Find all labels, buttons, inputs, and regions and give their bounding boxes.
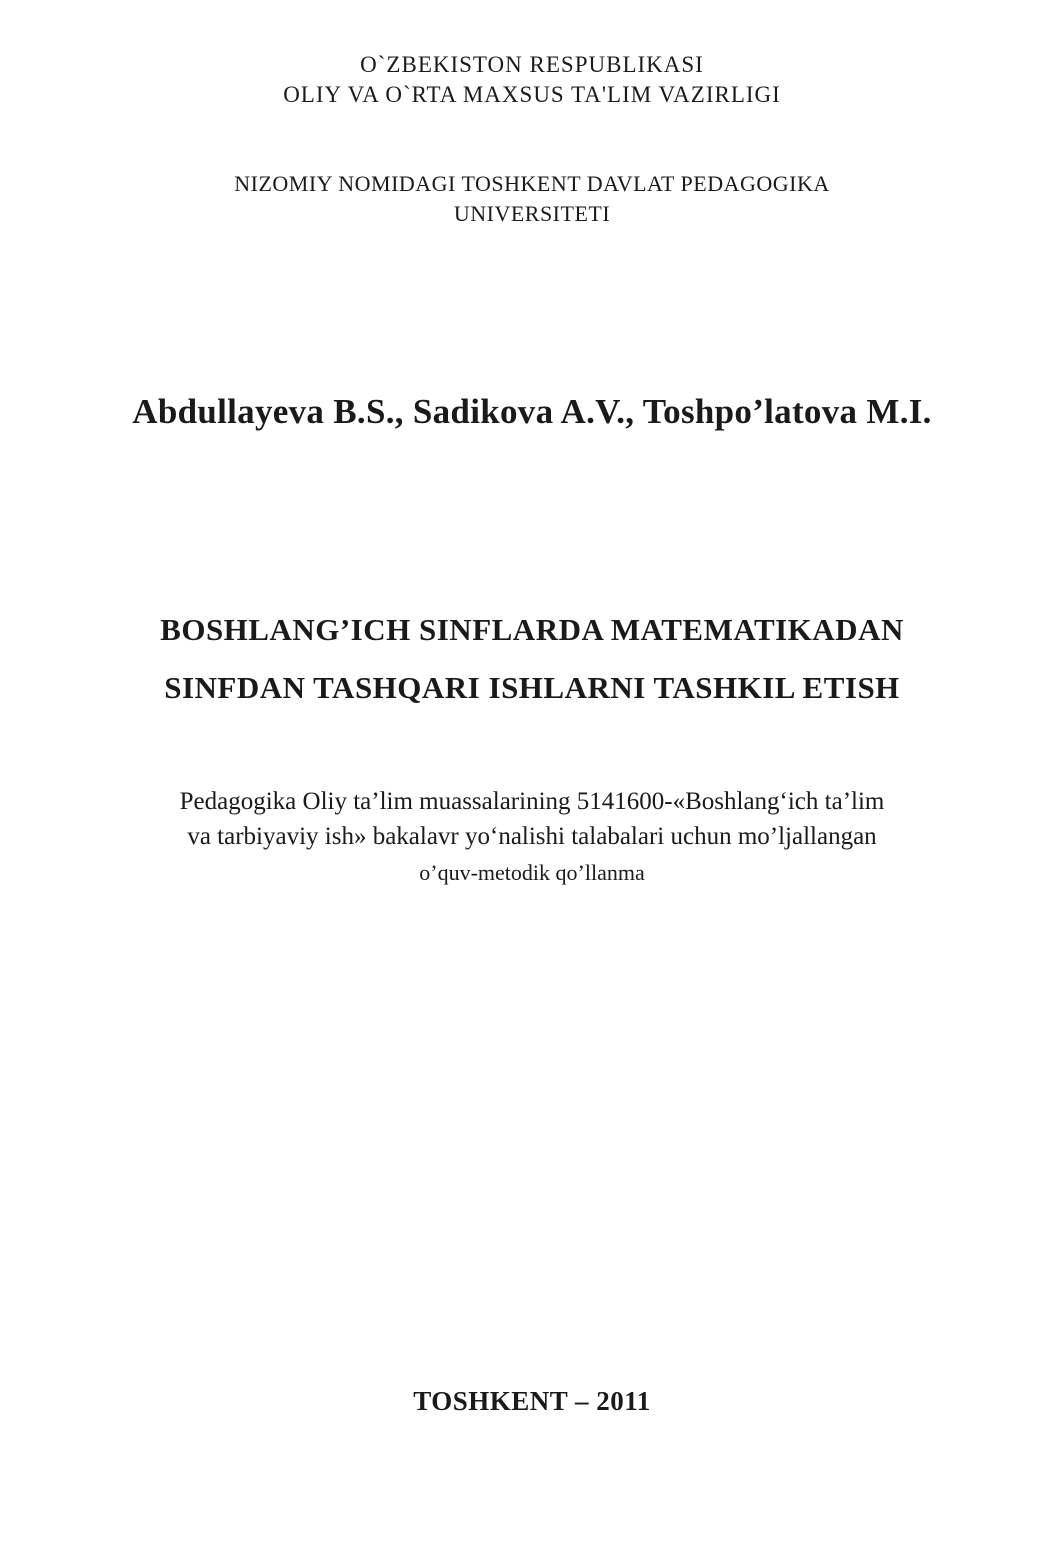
book-title-line-1: BOSHLANG’ICH SINFLARDA MATEMATIKADAN [160,612,904,647]
subtitle-line-3: o’quv-metodik qo’llanma [419,860,645,885]
university-line-2: UNIVERSITETI [453,201,611,226]
ministry-line-1: O`ZBEKISTON RESPUBLIKASI [360,52,704,77]
subtitle-line-1: Pedagogika Oliy ta’lim muassalarining 5141600-«Boshlang‘ich ta’lim [179,788,885,815]
subtitle-line-2: va tarbiyaviy ish» bakalavr yo‘nalishi talabalari uchun mo’ljallangan [187,823,877,850]
authors: Abdullayeva B.S., Sadikova A.V., Toshpo’latova M.I. [132,392,932,431]
ministry-line-2: OLIY VA O`RTA MAXSUS TA'LIM VAZIRLIGI [283,82,781,107]
imprint-city-year: TOSHKENT – 2011 [413,1386,651,1416]
book-title-line-2: SINFDAN TASHQARI ISHLARNI TASHKIL ETISH [164,670,900,705]
university-line-1: NIZOMIY NOMIDAGI TOSHKENT DAVLAT PEDAGOGIKA [234,171,830,196]
